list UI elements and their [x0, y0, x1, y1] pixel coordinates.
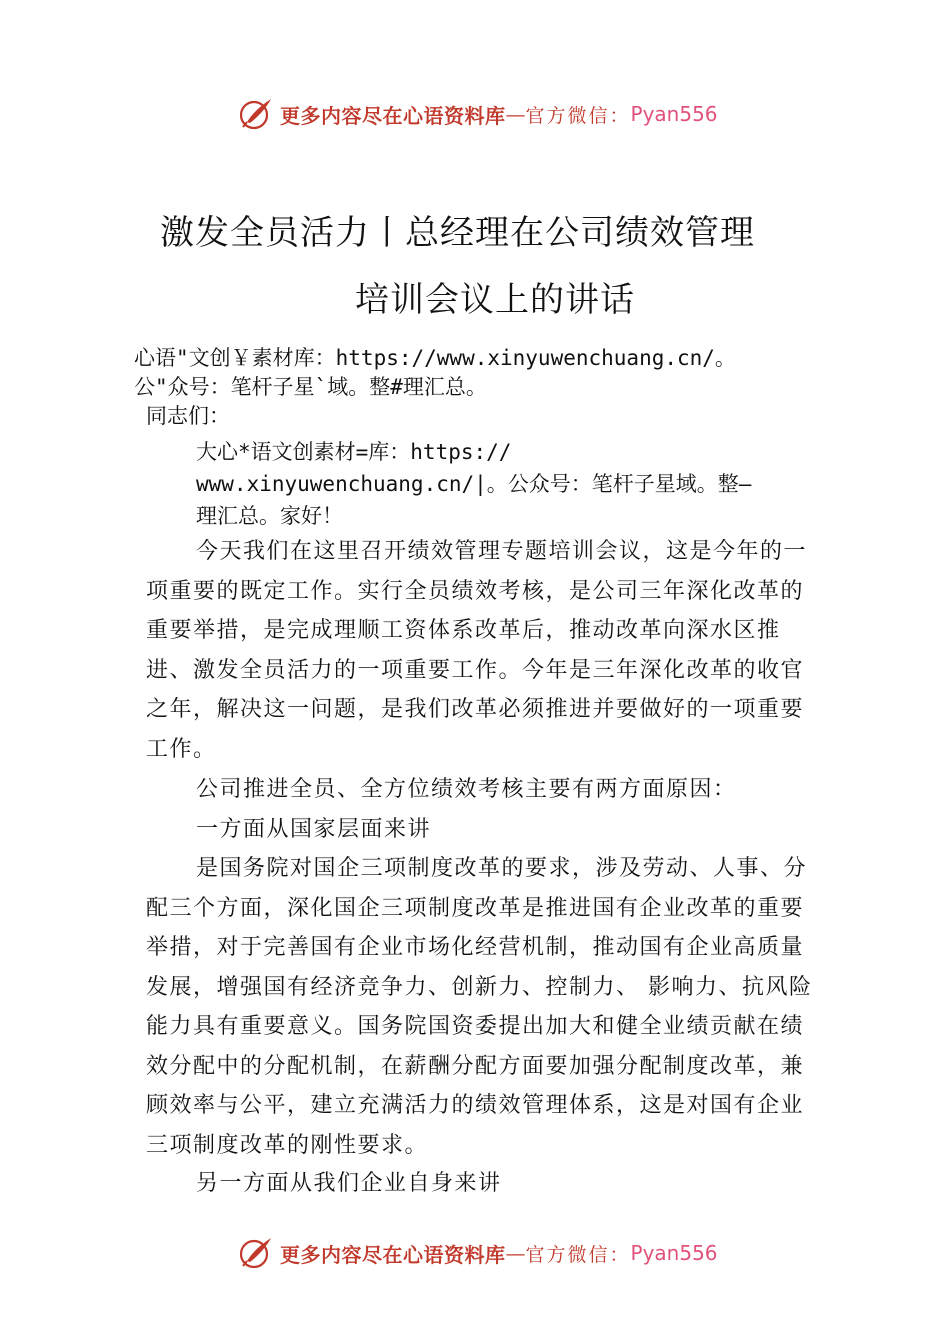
hello-block	[196, 436, 836, 532]
paragraph-4	[146, 849, 826, 1165]
paragraph-5	[146, 1164, 826, 1204]
banner-dash: —	[505, 102, 526, 126]
banner-wechat-label: 官方微信：	[525, 104, 631, 127]
hello-line-1: 大心*语文创素材=库：https://	[196, 440, 512, 464]
paragraph-text: 今天我们在这里召开绩效管理专题培训会议，这是今年的一项重要的既定工作。实行全员绩效考核，是公司三年深化改革的重要举措，是完成理顺工资体系改革后，推动改革向深水区推进、激发全员活力的一项重要工作。今年是三年深化改革的收官之年，解决这一问题，是我们改革必须推进并要做好的一项重要工作。	[146, 539, 808, 762]
greeting: 同志们：	[146, 404, 230, 428]
quill-pen-icon	[238, 96, 274, 132]
title-line-1: 激发全员活力丨总经理在公司绩效管理	[160, 213, 755, 253]
section-heading: 一方面从国家层面来讲	[196, 817, 432, 842]
banner-promo-text: 更多内容尽在心语资料库	[280, 103, 506, 128]
banner-wechat-label: 官方微信：	[525, 1243, 631, 1266]
banner-wechat-id: Pyan556	[630, 102, 718, 126]
quill-pen-icon	[238, 1235, 274, 1271]
source-line-1: 心语"文创￥素材库：https://www.xinyuwenchuang.cn/。	[134, 346, 736, 370]
paragraph-text: 公司推进全员、全方位绩效考核主要有两方面原因：	[196, 777, 737, 802]
title-line-2: 培训会议上的讲话	[355, 280, 635, 320]
banner-wechat-id: Pyan556	[630, 1241, 718, 1265]
banner-dash: —	[505, 1241, 526, 1265]
paragraph-2	[146, 770, 826, 810]
section-heading: 另一方面从我们企业自身来讲	[196, 1171, 502, 1196]
hello-line-3: 理汇总。家好！	[196, 504, 343, 528]
paragraph-text: 是国务院对国企三项制度改革的要求，涉及劳动、人事、分配三个方面，深化国企三项制度改革是推进国有企业改革的重要举措，对于完善国有企业市场化经营机制，推动国有企业高质量发展，增强国有经济竞争力、创新力、控制力、 影响力、抗风险能力具有重要意义。国务院国资委提出加大和健全业绩贡献在绩效分配中的分配机制，在薪酬分配方面要加强分配制度改革，兼顾效率与公平，建立充满活力的绩效管理体系，这是对国有企业三项制度改革的刚性要求。	[146, 856, 813, 1158]
source-line-2: 公"众号：笔杆子星`域。整#理汇总。	[134, 375, 487, 399]
paragraph-3	[146, 810, 826, 850]
paragraph-1	[146, 532, 826, 769]
footer-banner	[238, 1233, 718, 1273]
banner-promo-text: 更多内容尽在心语资料库	[280, 1242, 506, 1267]
hello-line-2: www.xinyuwenchuang.cn/|。公众号：笔杆子星域。整—	[196, 472, 752, 496]
header-banner	[238, 94, 718, 134]
